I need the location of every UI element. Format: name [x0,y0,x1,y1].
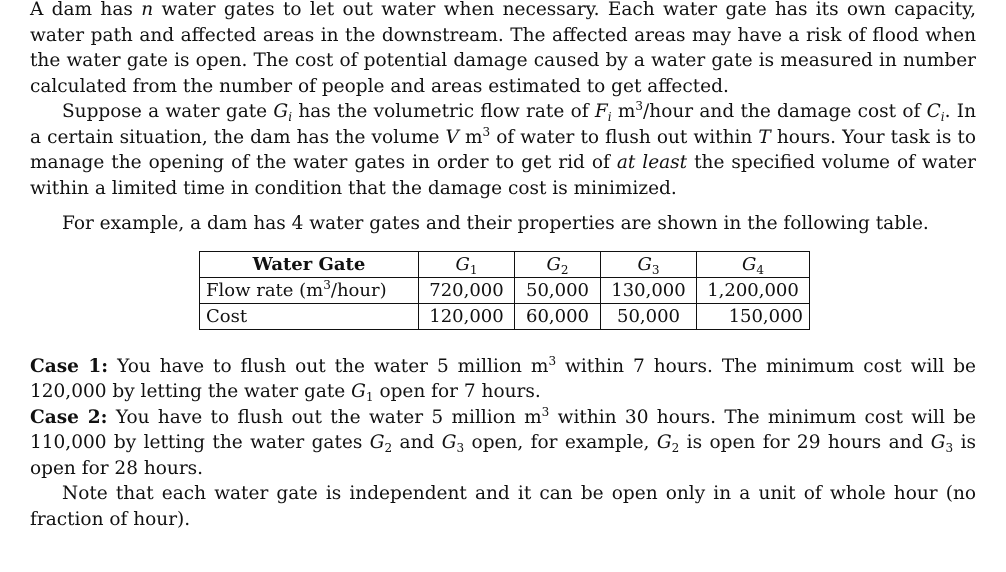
math-subscript: 2 [384,441,393,455]
text-run: You have to flush out the water 5 million m [108,355,549,377]
math-subscript: 2 [671,441,680,455]
text-run: A dam has [30,0,142,20]
superscript: 3 [548,353,557,368]
gate-properties-table [199,251,810,330]
header-gate-2: $G_2$ [515,251,601,277]
cost-gate-1: 120,000 [419,303,515,329]
table-header-row [200,251,810,277]
gate-table-wrapper [199,251,976,330]
text-run: m [458,126,483,148]
header-gate-4: $G_4$ [697,251,810,277]
note-paragraph: Note that each water gate is independent and it can be open only in a unit of whole hour (no fraction of hour). [30,483,976,530]
cost-gate-4: 150,000 [697,303,810,329]
text-run: /hour and the damage cost of [643,101,927,122]
math-subscript: 3 [456,441,465,455]
math-subscript: i [607,110,612,124]
text-run: open, for example, [464,432,657,453]
text-run: within 30 hours. The minimum cost will be 110,000 by letting the water gates [30,406,977,453]
math-var-G: G [351,381,366,402]
case-1-paragraph [30,354,976,405]
text-run: and [392,432,442,453]
text-run: of water to flush out within [490,126,759,148]
math-var-F: F [594,101,608,122]
math-subscript: i [940,110,945,124]
math-var-V: V [445,126,459,148]
flow-rate-gate-3: 130,000 [601,277,697,303]
math-subscript: 3 [945,441,954,455]
math-subscript: 1 [365,390,374,404]
math-var-G: G [441,432,457,453]
math-var-G: G [656,432,672,453]
header-gate-3: $G_3$ [601,251,697,277]
text-run: . In a certain situation, the dam has the volume [30,101,976,148]
text-run: Suppose a water gate [62,101,274,122]
text-run: has the volumetric flow rate of [292,101,595,122]
math-var-G: G [369,432,385,453]
superscript: 3 [482,124,491,139]
math-var-T: T [758,126,771,148]
flow-rate-label: Flow rate $(m^3/hour)$ [200,277,419,303]
cost-label: Cost [200,303,419,329]
header-gate-1: $G_1$ [419,251,515,277]
problem-document [30,0,976,532]
text-run: the specified volume of water within a limited time in condition that the damage cost is minimized. [30,152,977,199]
flow-rate-gate-1: 720,000 [419,277,515,303]
text-run: m [611,101,636,122]
case-1-label: Case 1: [30,355,109,377]
text-run: water gates to let out water when necessary. Each water gate has its own capacity, water path and affected areas in the downstream. The affected areas may have a risk of flood when the water gate is open. The cost of potential damage caused by a water gate is measured in number calculated from the number of people and areas estimated to get affected. [30,0,977,97]
intro-paragraph [30,0,976,99]
example-paragraph: For example, a dam has 4 water gates and their properties are shown in the following table. [62,213,929,234]
flow-rate-gate-4: 1,200,000 [697,277,810,303]
text-run: within 7 hours. The minimum cost will be 120,000 by letting the water gate [30,355,976,402]
header-water-gate: Water Gate [200,251,419,277]
math-var-G: G [273,101,289,122]
math-var-G: G [930,432,946,453]
math-subscript: i [288,110,293,124]
math-var-n: n [141,0,154,20]
case-2-paragraph [30,405,976,482]
table-row-cost [200,303,810,329]
case-2-label: Case 2: [30,406,108,428]
text-run: You have to flush out the water 5 million m [107,406,542,428]
text-run: hours. Your task is to manage the opening of the water gates in order to get rid of [30,126,976,173]
cost-gate-2: 60,000 [515,303,601,329]
text-run: is open for 28 hours. [30,432,976,479]
table-row-flow-rate [200,277,810,303]
math-var-C: C [926,101,941,122]
text-run: is open for 29 hours and [679,432,931,453]
superscript: 3 [541,404,550,419]
emphasis-at-least: at least [616,152,688,173]
text-run: open for 7 hours. [373,381,541,402]
superscript: 3 [635,99,644,113]
task-paragraph [30,99,976,201]
flow-rate-gate-2: 50,000 [515,277,601,303]
cost-gate-3: 50,000 [601,303,697,329]
